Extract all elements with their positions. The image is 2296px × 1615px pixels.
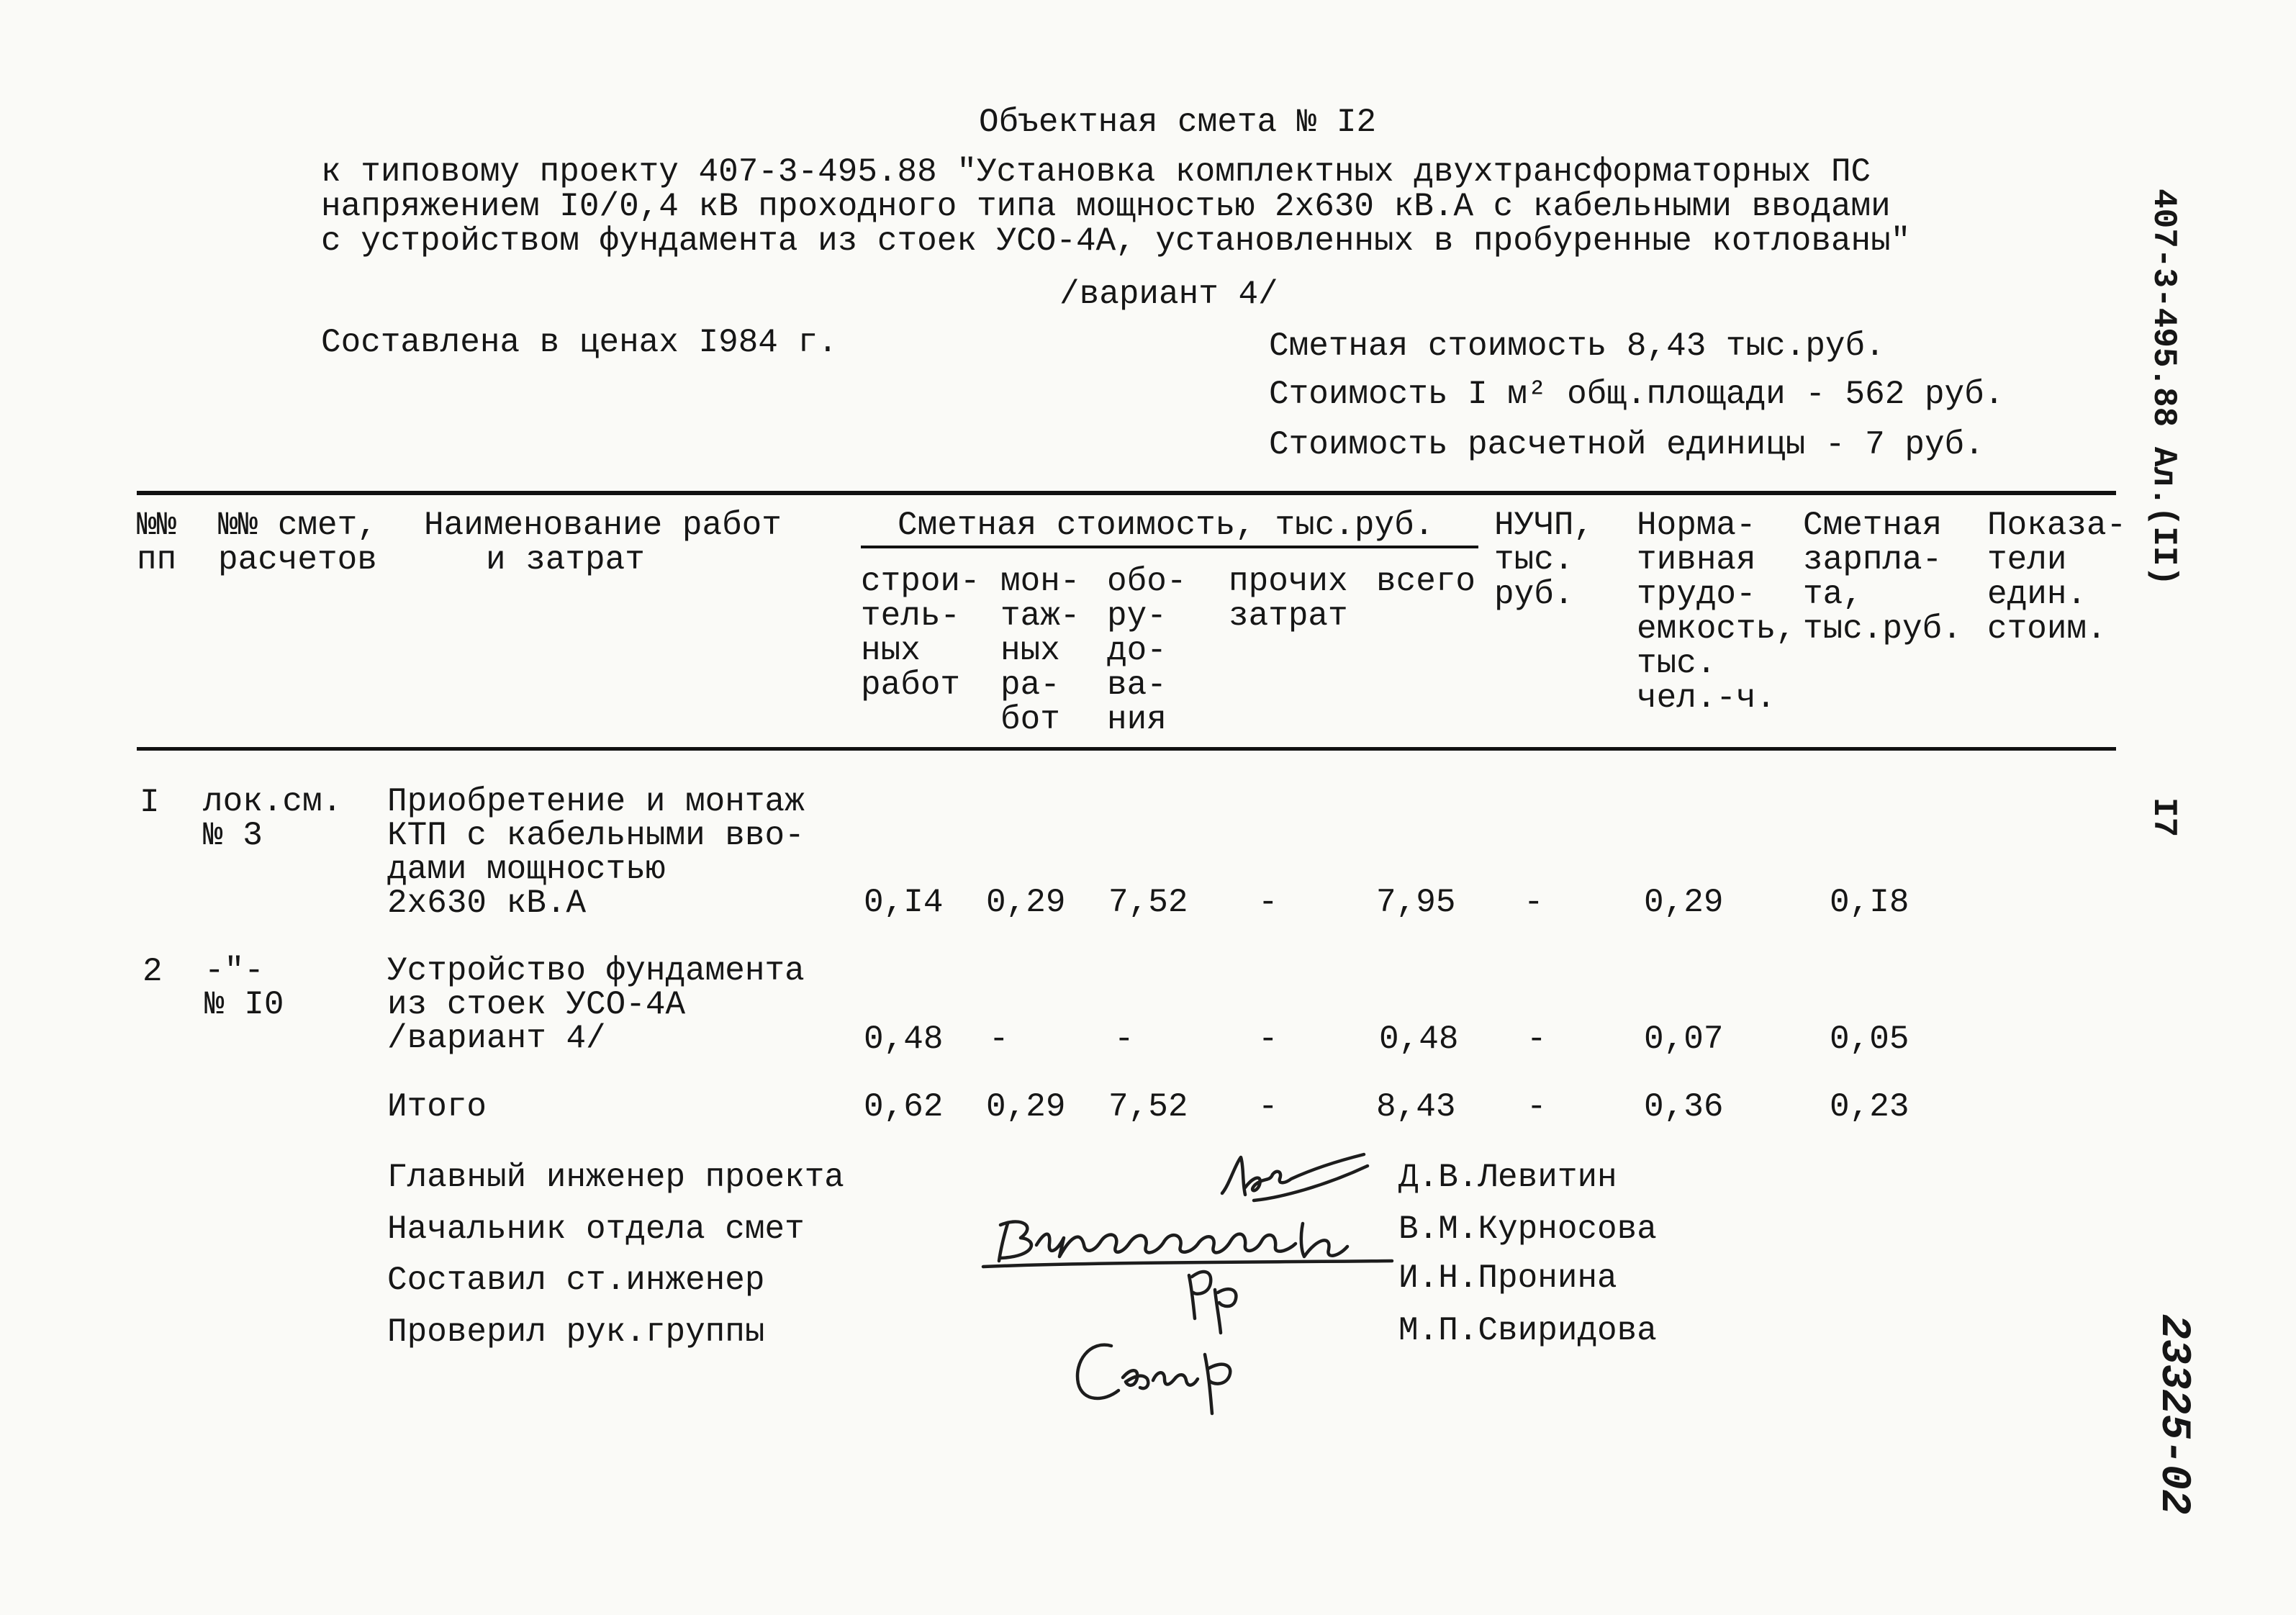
row-2-equipment: - [1114, 1021, 1134, 1058]
signature-name-head-of-estimates: В.М.Курносова [1398, 1211, 1657, 1248]
total-labor: 0,36 [1644, 1088, 1724, 1126]
row-1-no: I [140, 784, 160, 821]
project-designation: 407-3-495.88 Ал.(II) [2145, 189, 2182, 587]
col-header-construction: строи- тель- ных работ [861, 563, 980, 704]
row-2-other: - [1258, 1021, 1278, 1058]
col-header-nuchp: НУЧП, тыс. руб. [1494, 507, 1594, 613]
project-description: к типовому проекту 407-3-495.88 "Установка комплектных двухтрансформаторных ПС напряжением I0/0,4 кВ проходного типа мощностью 2х630 кВ.А с кабельными вводами с устройством фундамента из стоек УСО-4А, установленных в пробуренные котлованы" [321, 153, 1911, 260]
inventory-number: 23325-02 [2150, 1314, 2197, 1515]
col-header-wages: Сметная зарпла- та, тыс.руб. [1803, 507, 1962, 648]
total-wages: 0,23 [1830, 1088, 1909, 1126]
col-header-work-name-line2: и затрат [486, 541, 645, 579]
row-1-installation: 0,29 [986, 884, 1066, 921]
estimate-title: Объектная смета № I2 [979, 104, 1377, 141]
total-construction: 0,62 [864, 1088, 944, 1126]
variant-label: /вариант 4/ [1059, 276, 1278, 313]
total-nuchp: - [1527, 1088, 1547, 1126]
row-1-wages: 0,I8 [1830, 884, 1909, 921]
col-header-equipment: обо- ру- до- ва- ния [1107, 563, 1187, 738]
signature-name-checked-by: М.П.Свиридова [1398, 1312, 1657, 1349]
col-header-estimate-ref: №№ смет, расчетов [218, 507, 377, 579]
handwritten-signature-4 [1068, 1333, 1259, 1416]
total-other: - [1258, 1088, 1278, 1126]
table-top-rule [137, 491, 2116, 495]
row-2-installation: - [989, 1021, 1009, 1058]
col-header-other: прочих затрат [1229, 563, 1348, 635]
sheet-number: I7 [2145, 797, 2182, 838]
col-header-work-name: Наименование работ [424, 507, 782, 544]
row-2-no: 2 [143, 953, 163, 990]
row-1-name: Приобретение и монтаж КТП с кабельными вво- дами мощностью 2х630 кВ.А [387, 783, 805, 922]
cost-per-m2: Стоимость I м² общ.площади - 562 руб. [1269, 376, 2005, 413]
row-1-labor: 0,29 [1644, 884, 1724, 921]
handwritten-signature-1 [1216, 1150, 1371, 1204]
signature-name-compiled-by: И.Н.Пронина [1398, 1259, 1617, 1297]
row-1-nuchp: - [1524, 884, 1544, 921]
col-header-item-no: №№ пп [137, 507, 177, 579]
col-header-cost-group: Сметная стоимость, тыс.руб. [898, 507, 1434, 544]
row-2-nuchp: - [1527, 1021, 1547, 1058]
row-1-construction: 0,I4 [864, 884, 944, 921]
total-row-label: Итого [387, 1088, 487, 1126]
row-1-ref: лок.см. № 3 [203, 783, 343, 854]
row-1-equipment: 7,52 [1108, 884, 1188, 921]
signature-role-head-of-estimates: Начальник отдела смет [387, 1211, 805, 1248]
estimated-cost: Сметная стоимость 8,43 тыс.руб. [1269, 327, 1885, 365]
col-header-installation: мон- таж- ных ра- бот [1000, 563, 1080, 738]
row-1-other: - [1258, 884, 1278, 921]
total-installation: 0,29 [986, 1088, 1066, 1126]
price-basis: Составлена в ценах I984 г. [321, 324, 838, 361]
row-2-total: 0,48 [1379, 1021, 1459, 1058]
row-2-labor: 0,07 [1644, 1021, 1724, 1058]
signature-role-chief-engineer: Главный инженер проекта [387, 1159, 844, 1196]
row-1-total: 7,95 [1376, 884, 1456, 921]
table-header-rule [137, 747, 2116, 751]
signature-role-compiled-by: Составил ст.инженер [387, 1262, 765, 1299]
cost-per-unit: Стоимость расчетной единицы - 7 руб. [1269, 426, 1984, 463]
total-total: 8,43 [1376, 1088, 1456, 1126]
row-2-wages: 0,05 [1830, 1021, 1909, 1058]
col-header-total: всего [1376, 563, 1476, 600]
row-2-construction: 0,48 [864, 1021, 944, 1058]
total-equipment: 7,52 [1108, 1088, 1188, 1126]
signature-name-chief-engineer: Д.В.Левитин [1398, 1159, 1617, 1196]
row-2-name: Устройство фундамента из стоек УСО-4А /вариант 4/ [387, 952, 805, 1057]
col-header-labor: Норма- тивная трудо- емкость, тыс. чел.-ч. [1637, 507, 1796, 717]
cost-group-underline [861, 546, 1478, 548]
signature-role-checked-by: Проверил рук.группы [387, 1313, 765, 1351]
row-2-ref: -"- № I0 [204, 952, 284, 1023]
handwritten-signature-3 [1175, 1261, 1247, 1336]
col-header-unit-indicators: Показа- тели един. стоим. [1987, 507, 2127, 648]
